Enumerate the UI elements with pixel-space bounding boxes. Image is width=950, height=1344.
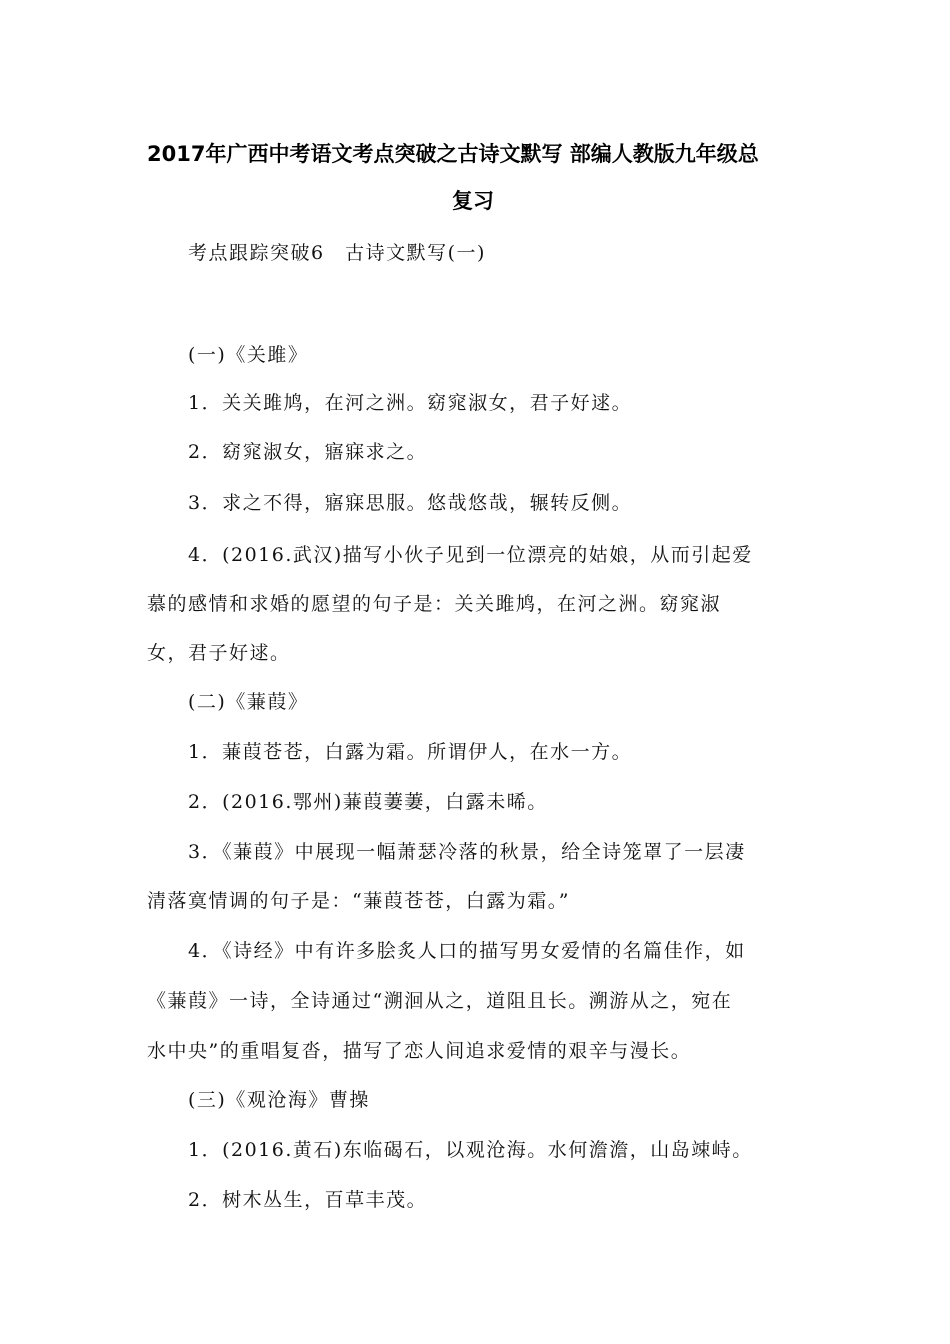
paragraph-line: 女，君子好逑。 bbox=[147, 642, 291, 664]
paragraph-line: 3．《蒹葭》中展现一幅萧瑟冷落的秋景，给全诗笼罩了一层凄 bbox=[188, 841, 746, 863]
paragraph-line: 慕的感情和求婚的愿望的句子是：关关雎鸠，在河之洲。窈窕淑 bbox=[147, 593, 722, 615]
section-subtitle: 考点跟踪突破6 古诗文默写(一) bbox=[188, 242, 486, 264]
section-heading-guanju: (一)《关雎》 bbox=[188, 344, 309, 366]
paragraph-line: 3．求之不得，寤寐思服。悠哉悠哉，辗转反侧。 bbox=[188, 492, 633, 514]
paragraph-line: 清落寞情调的句子是：“蒹葭苍苍，白露为霜。” bbox=[147, 890, 570, 912]
paragraph-line: 2．(2016.鄂州)蒹葭萋萋，白露未晞。 bbox=[188, 791, 548, 813]
paragraph-line: 4．(2016.武汉)描写小伙子见到一位漂亮的姑娘，从而引起爱 bbox=[188, 544, 753, 566]
paragraph-line: 1．(2016.黄石)东临碣石，以观沧海。水何澹澹，山岛竦峙。 bbox=[188, 1139, 753, 1161]
paragraph-line: 2．树木丛生，百草丰茂。 bbox=[188, 1189, 428, 1211]
paragraph-line: 4．《诗经》中有许多脍炙人口的描写男女爱情的名篇佳作，如 bbox=[188, 940, 746, 962]
paragraph-line: 水中央”的重唱复沓，描写了恋人间追求爱情的艰辛与漫长。 bbox=[147, 1040, 692, 1062]
paragraph-line: 2．窈窕淑女，寤寐求之。 bbox=[188, 441, 428, 463]
paragraph-line: 1．蒹葭苍苍，白露为霜。所谓伊人，在水一方。 bbox=[188, 741, 633, 763]
section-heading-jianjia: (二)《蒹葭》 bbox=[188, 691, 309, 713]
document-title-line-2: 复习 bbox=[452, 189, 494, 213]
document-title-line-1: 2017年广西中考语文考点突破之古诗文默写 部编人教版九年级总 bbox=[147, 142, 759, 166]
paragraph-line: 1．关关雎鸠，在河之洲。窈窕淑女，君子好逑。 bbox=[188, 392, 633, 414]
paragraph-line: 《蒹葭》一诗，全诗通过“溯洄从之，道阻且长。溯游从之，宛在 bbox=[147, 990, 733, 1012]
section-heading-guancanghai: (三)《观沧海》曹操 bbox=[188, 1089, 370, 1111]
